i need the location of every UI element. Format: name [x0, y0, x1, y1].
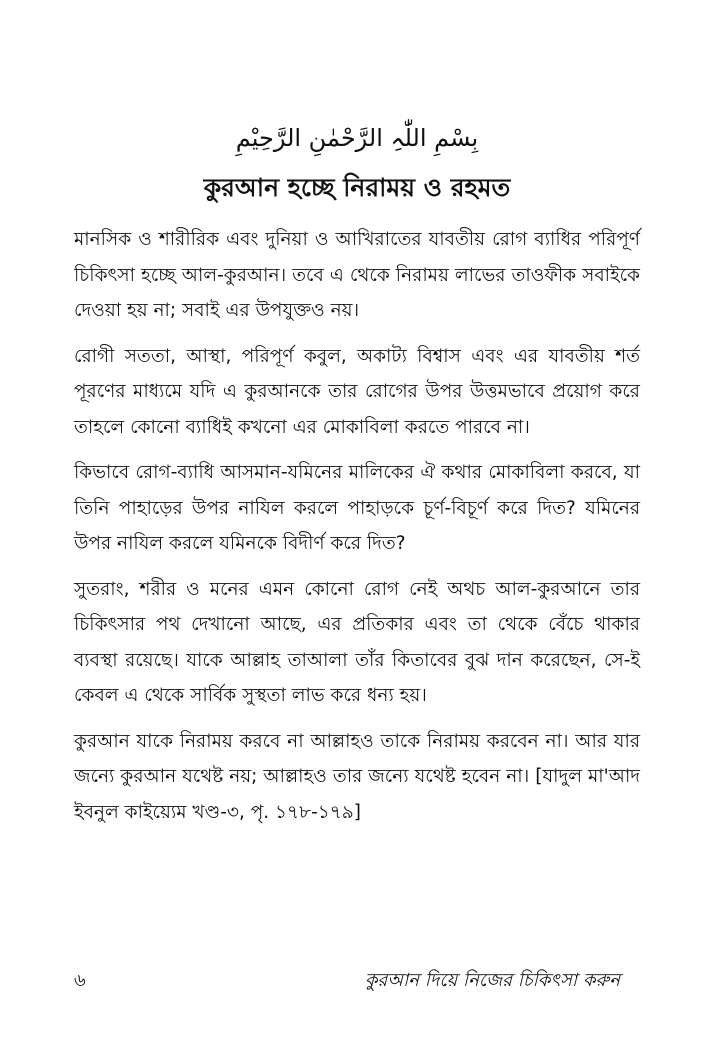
- paragraph-5: কুরআন যাকে নিরাময় করবে না আল্লাহও তাকে নিরাময় করবেন না। আর যার জন্যে কুরআন যথেষ্ট নয়; আল্লাহও তার জন্যে যথেষ্ট হবেন না। [যাদুল মা'আদ ইবনুল কাইয়্যেম খণ্ড-৩, পৃ. ১৭৮-১৭৯]: [74, 730, 640, 823]
- basmala-calligraphy: بِسْمِ اللّٰہِ الرَّحْمٰنِ الرَّحِیْمِ: [235, 124, 479, 152]
- running-footer-book-title: কুরআন দিয়ে নিজের চিকিৎসা করুন: [364, 970, 620, 991]
- body-text: [74, 222, 640, 840]
- paragraph-1: মানসিক ও শারীরিক এবং দুনিয়া ও আখিরাতের যাবতীয় রোগ ব্যাধির পরিপূর্ণ চিকিৎসা হচ্ছে আল-কুরআন। তবে এ থেকে নিরাময় লাভের তাওফীক সবাইকে দেওয়া হয় না; সবাই এর উপযুক্তও নয়।: [74, 229, 640, 321]
- paragraph-2: রোগী সততা, আস্থা, পরিপূর্ণ কবুল, অকাট্য বিশ্বাস এবং এর যাবতীয় শর্ত পূরণের মাধ্যমে যদি এ কুরআনকে তার রোগের উপর উত্তমভাবে প্রয়োগ করে তাহলে কোনো ব্যাধিই কখনো এর মোকাবিলা করতে পারবে না।: [74, 345, 640, 438]
- page-number: ৬: [74, 970, 86, 991]
- paragraph-4: সুতরাং, শরীর ও মনের এমন কোনো রোগ নেই অথচ আল-কুরআনে তার চিকিৎসার পথ দেখানো আছে, এর প্রতিকার এবং তা থেকে বেঁচে থাকার ব্যবস্থা রয়েছে। যাকে আল্লাহ তাআলা তাঁর কিতাবের বুঝ দান করেছেন, সে-ই কেবল এ থেকে সার্বিক সুস্থতা লাভ করে ধন্য হয়।: [74, 578, 640, 706]
- paragraph-3: কিভাবে রোগ-ব্যাধি আসমান-যমিনের মালিকের ঐ কথার মোকাবিলা করবে, যা তিনি পাহাড়ের উপর নাযিল করলে পাহাড়কে চূর্ণ-বিচূর্ণ করে দিত? যমিনের উপর নাযিল করলে যমিনকে বিদীর্ণ করে দিত?: [74, 462, 640, 554]
- chapter-title: কুরআন হচ্ছে নিরাময় ও রহমত: [203, 173, 511, 202]
